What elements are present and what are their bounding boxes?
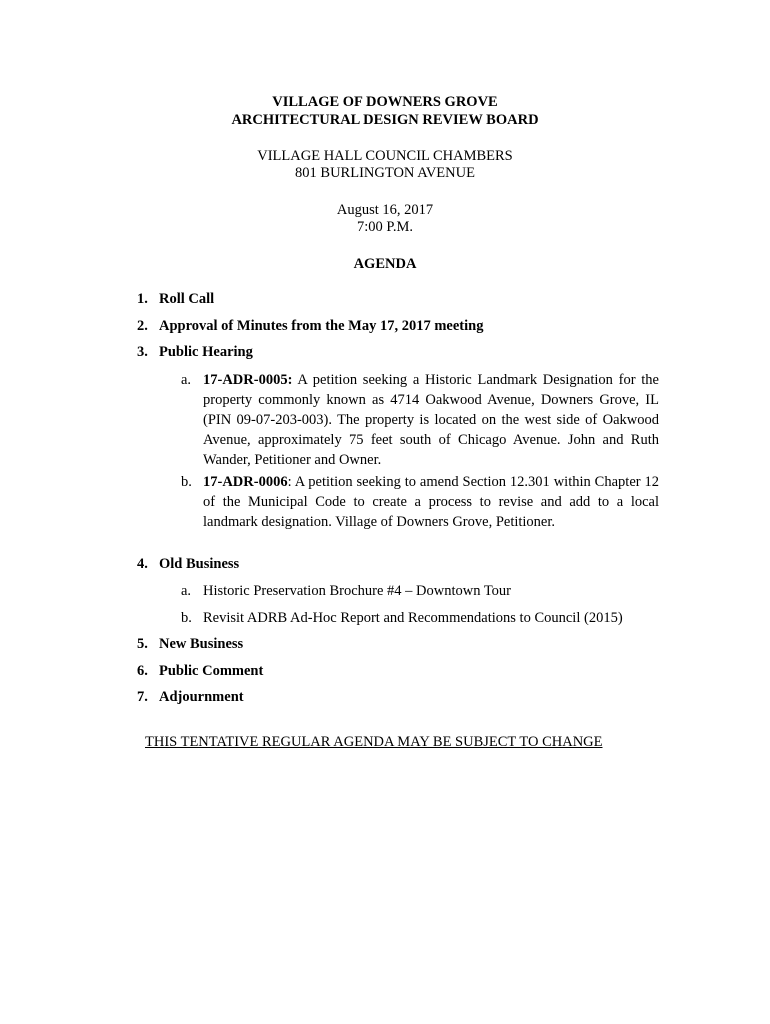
org-name: VILLAGE OF DOWNERS GROVE bbox=[272, 94, 498, 110]
meeting-time: 7:00 P.M. bbox=[356, 219, 413, 235]
old-business-item-b bbox=[181, 608, 651, 628]
meeting-address: 801 BURLINGTON AVENUE bbox=[295, 165, 475, 181]
agenda-item-public-comment bbox=[137, 662, 263, 680]
sub-letter: b. bbox=[181, 610, 192, 626]
sub-description: Revisit ADRB Ad-Hoc Report and Recommendations to Council (2015) bbox=[203, 610, 623, 626]
agenda-item-roll-call bbox=[137, 290, 214, 308]
sub-letter: a. bbox=[181, 372, 192, 388]
case-description: A petition seeking a Historic Landmark Designation for the property commonly known as 4714 Oakwood Avenue, Downers Grove, IL (PIN 09-07-203-003). The property is located on the west side of Oakwood Avenue, approximately 75 feet south of Chicago Avenue. John and Ruth Wander, Petitioner and Owner. bbox=[203, 372, 659, 468]
sub-letter: b. bbox=[181, 474, 192, 490]
public-hearing-item-a bbox=[181, 370, 659, 470]
agenda-item-minutes bbox=[137, 317, 483, 335]
agenda-item-adjournment bbox=[137, 688, 244, 706]
item-number: 2. bbox=[137, 318, 148, 334]
old-business-item-a bbox=[181, 581, 651, 601]
case-number: 17-ADR-0006 bbox=[203, 474, 288, 490]
item-number: 7. bbox=[137, 689, 148, 705]
item-label: Old Business bbox=[159, 556, 240, 572]
meeting-location: VILLAGE HALL COUNCIL CHAMBERS bbox=[257, 148, 513, 164]
case-number: 17-ADR-0005: bbox=[203, 372, 293, 388]
item-label: Public Comment bbox=[159, 663, 264, 679]
sub-description: Historic Preservation Brochure #4 – Downtown Tour bbox=[203, 583, 511, 599]
agenda-item-old-business bbox=[137, 555, 239, 573]
item-label: Roll Call bbox=[159, 291, 215, 307]
item-number: 5. bbox=[137, 636, 148, 652]
item-label: Public Hearing bbox=[159, 344, 253, 360]
agenda-title: AGENDA bbox=[353, 256, 417, 272]
item-label: Approval of Minutes from the May 17, 2017 meeting bbox=[159, 318, 484, 334]
item-number: 1. bbox=[137, 291, 148, 307]
meeting-date: August 16, 2017 bbox=[336, 202, 434, 218]
case-description: : A petition seeking to amend Section 12.301 within Chapter 12 of the Municipal Code to create a process to revise and add to a local landmark designation. Village of Downers Grove, Petitioner. bbox=[203, 474, 659, 530]
item-number: 3. bbox=[137, 344, 148, 360]
item-number: 4. bbox=[137, 556, 148, 572]
board-name: ARCHITECTURAL DESIGN REVIEW BOARD bbox=[231, 112, 539, 128]
item-label: New Business bbox=[159, 636, 244, 652]
public-hearing-item-b bbox=[181, 472, 659, 532]
item-label: Adjournment bbox=[159, 689, 244, 705]
item-number: 6. bbox=[137, 663, 148, 679]
agenda-notice: THIS TENTATIVE REGULAR AGENDA MAY BE SUBJECT TO CHANGE bbox=[145, 734, 603, 750]
sub-letter: a. bbox=[181, 583, 192, 599]
agenda-item-public-hearing bbox=[137, 343, 253, 361]
agenda-item-new-business bbox=[137, 635, 243, 653]
